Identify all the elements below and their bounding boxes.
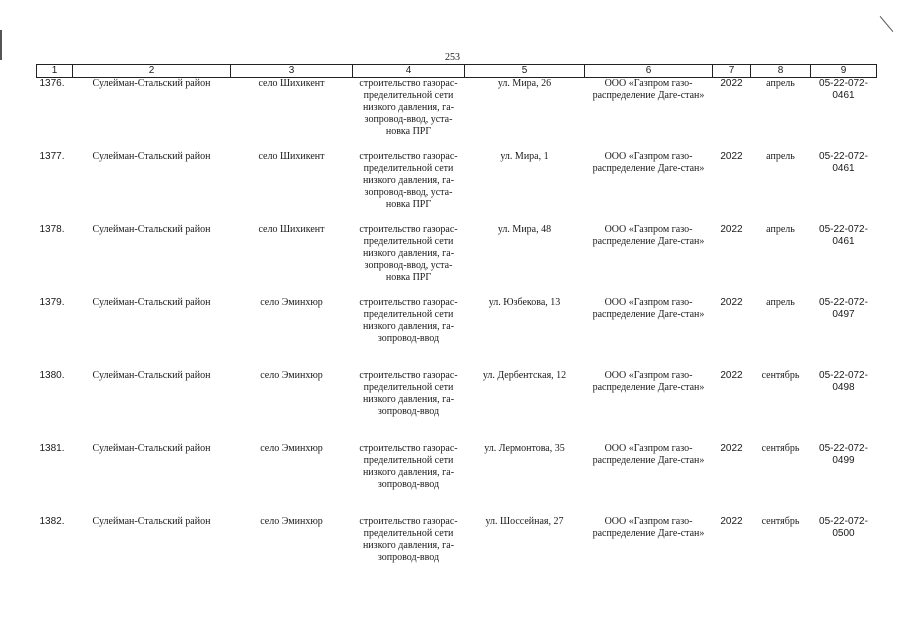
- row-number: 1376.: [39, 78, 65, 89]
- work-description-cell: строительство газорас-пределительной сети низкого давления, га-зопровод-ввод: [359, 443, 458, 490]
- settlement-cell: село Шихикент: [258, 224, 325, 235]
- work-description-cell: строительство газорас-пределительной сети низкого давления, га-зопровод-ввод, уста-новка ПРГ: [359, 224, 458, 283]
- code-cell: 05-22-072-0497: [819, 297, 868, 320]
- year-cell: 2022: [720, 370, 743, 381]
- work-description-cell: строительство газорас-пределительной сети низкого давления, га-зопровод-ввод: [359, 297, 458, 344]
- month-cell: апрель: [766, 224, 795, 235]
- work-description-cell: строительство газорас-пределительной сети низкого давления, га-зопровод-ввод, уста-новка ПРГ: [359, 78, 458, 137]
- code-cell: 05-22-072-0461: [819, 151, 868, 174]
- address-cell: ул. Мира, 1: [500, 151, 549, 162]
- code-cell: 05-22-072-0500: [819, 516, 868, 539]
- organization-cell: ООО «Газпром газо-распределение Даге-стан»: [592, 151, 705, 174]
- column-header-9: 9: [811, 65, 877, 78]
- table-row: [37, 151, 877, 224]
- code-cell: 05-22-072-0461: [819, 224, 868, 247]
- row-number: 1380.: [39, 370, 65, 381]
- district-cell: Сулейман-Стальский район: [92, 224, 211, 235]
- work-description-cell: строительство газорас-пределительной сети низкого давления, га-зопровод-ввод: [359, 516, 458, 563]
- organization-cell: ООО «Газпром газо-распределение Даге-стан»: [592, 224, 705, 247]
- month-cell: апрель: [766, 78, 795, 89]
- column-header-7: 7: [713, 65, 751, 78]
- settlement-cell: село Шихикент: [258, 151, 325, 162]
- organization-cell: ООО «Газпром газо-распределение Даге-стан»: [592, 297, 705, 320]
- address-cell: ул. Юзбекова, 13: [488, 297, 561, 308]
- address-cell: ул. Мира, 26: [497, 78, 552, 89]
- organization-cell: ООО «Газпром газо-распределение Даге-стан»: [592, 78, 705, 101]
- scan-corner-mark: [880, 16, 894, 32]
- address-cell: ул. Дербентская, 12: [482, 370, 567, 381]
- column-header-6: 6: [585, 65, 713, 78]
- row-number: 1378.: [39, 224, 65, 235]
- column-header-4: 4: [353, 65, 465, 78]
- row-number: 1381.: [39, 443, 65, 454]
- table-row: [37, 78, 877, 152]
- address-cell: ул. Шоссейная, 27: [485, 516, 564, 527]
- records-table: [36, 64, 877, 589]
- work-description-cell: строительство газорас-пределительной сети низкого давления, га-зопровод-ввод: [359, 370, 458, 417]
- month-cell: сентябрь: [761, 443, 800, 454]
- column-header-2: 2: [73, 65, 231, 78]
- header-row: [37, 65, 877, 78]
- district-cell: Сулейман-Стальский район: [92, 516, 211, 527]
- column-header-3: 3: [231, 65, 353, 78]
- organization-cell: ООО «Газпром газо-распределение Даге-стан»: [592, 443, 705, 466]
- year-cell: 2022: [720, 151, 743, 162]
- code-cell: 05-22-072-0461: [819, 78, 868, 101]
- district-cell: Сулейман-Стальский район: [92, 370, 211, 381]
- district-cell: Сулейман-Стальский район: [92, 78, 211, 89]
- table-row: [37, 297, 877, 370]
- table-row: [37, 443, 877, 516]
- year-cell: 2022: [720, 516, 743, 527]
- row-number: 1379.: [39, 297, 65, 308]
- district-cell: Сулейман-Стальский район: [92, 443, 211, 454]
- month-cell: сентябрь: [761, 370, 800, 381]
- settlement-cell: село Эминхюр: [260, 370, 323, 381]
- district-cell: Сулейман-Стальский район: [92, 297, 211, 308]
- address-cell: ул. Лермонтова, 35: [484, 443, 565, 454]
- code-cell: 05-22-072-0498: [819, 370, 868, 393]
- organization-cell: ООО «Газпром газо-распределение Даге-стан»: [592, 516, 705, 539]
- settlement-cell: село Эминхюр: [260, 297, 323, 308]
- records-table-container: [36, 64, 876, 589]
- table-row: [37, 224, 877, 297]
- settlement-cell: село Шихикент: [258, 78, 325, 89]
- address-cell: ул. Мира, 48: [497, 224, 552, 235]
- month-cell: сентябрь: [761, 516, 800, 527]
- year-cell: 2022: [720, 224, 743, 235]
- row-number: 1377.: [39, 151, 65, 162]
- column-header-1: 1: [37, 65, 73, 78]
- column-header-5: 5: [465, 65, 585, 78]
- table-row: [37, 516, 877, 589]
- page-number: 253: [445, 52, 460, 63]
- table-row: [37, 370, 877, 443]
- settlement-cell: село Эминхюр: [260, 443, 323, 454]
- work-description-cell: строительство газорас-пределительной сети низкого давления, га-зопровод-ввод, уста-новка ПРГ: [359, 151, 458, 210]
- month-cell: апрель: [766, 297, 795, 308]
- district-cell: Сулейман-Стальский район: [92, 151, 211, 162]
- month-cell: апрель: [766, 151, 795, 162]
- year-cell: 2022: [720, 443, 743, 454]
- table-body: [37, 78, 877, 590]
- year-cell: 2022: [720, 297, 743, 308]
- year-cell: 2022: [720, 78, 743, 89]
- column-header-8: 8: [751, 65, 811, 78]
- row-number: 1382.: [39, 516, 65, 527]
- settlement-cell: село Эминхюр: [260, 516, 323, 527]
- code-cell: 05-22-072-0499: [819, 443, 868, 466]
- organization-cell: ООО «Газпром газо-распределение Даге-стан»: [592, 370, 705, 393]
